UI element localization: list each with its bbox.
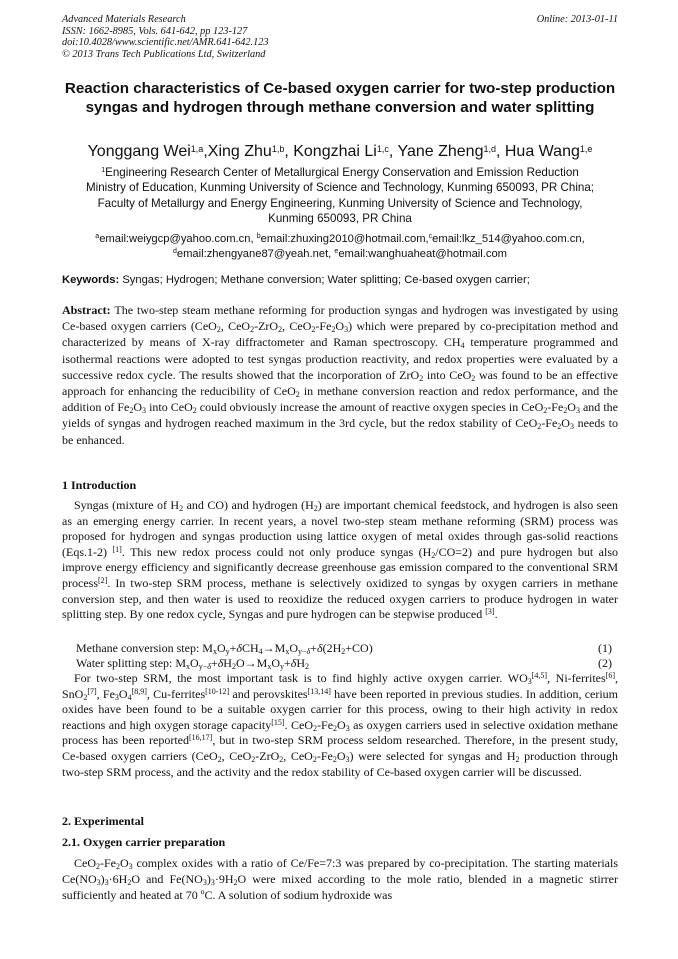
equation-number: (2): [598, 656, 612, 670]
journal-issn: ISSN: 1662-8985, Vols. 641-642, pp 123-127: [62, 25, 248, 37]
body-text: and perovskites: [229, 686, 308, 701]
subscript: 3: [114, 692, 119, 702]
subscript: y−δ: [298, 647, 311, 656]
abstract-text: , CeO: [220, 319, 251, 334]
subscript: 2: [279, 754, 284, 764]
subscript: 3: [210, 877, 215, 887]
affiliation: [62, 165, 618, 227]
section-heading-introduction: 1 Introduction: [62, 478, 137, 492]
subscript: 3: [128, 862, 133, 871]
affiliation-mark: 1: [101, 167, 106, 174]
subscript: 2: [341, 647, 346, 656]
subscript: y−δ: [198, 662, 211, 671]
affiliation-line: Faculty of Metallurgy and Energy Engineering, Kunming University of Science and Technology,: [97, 196, 583, 210]
email-mark: b: [256, 233, 261, 240]
body-text: . This new redox process could not only produce syngas (H: [121, 544, 432, 559]
email-line: [62, 247, 618, 262]
subscript: 2: [543, 406, 548, 416]
subscript: 2: [311, 325, 316, 335]
intro-paragraph: [62, 671, 618, 780]
abstract-text: O: [567, 400, 576, 415]
abstract-text: -ZrO: [254, 319, 279, 334]
author-affil-mark: 1,b: [271, 144, 285, 154]
email-b: email:zhuxing2010@hotmail.com,: [260, 233, 429, 245]
subscript: 4: [258, 647, 263, 656]
body-text: O: [337, 717, 346, 732]
subscript: x: [186, 662, 191, 671]
abstract-text: O: [561, 416, 570, 431]
keywords: [62, 273, 618, 288]
body-text: , CeO: [283, 748, 313, 763]
abstract-text: -Fe: [315, 319, 332, 334]
abstract-text: into CeO: [423, 367, 472, 382]
body-text: O: [118, 686, 128, 701]
online-date: Online: 2013-01-11: [536, 14, 618, 25]
abstract-text: needs to be enhanced.: [62, 416, 619, 447]
body-text: O: [336, 748, 346, 763]
body-text: , CeO: [221, 748, 252, 763]
body-text: have been reported in previous studies. In addition, cerium oxides have been found to be a suitable oxygen carrier for this process, owing to their high activity in redox reactions and high oxygen storage capacity: [62, 686, 619, 732]
subscript: x: [267, 662, 272, 671]
journal-name: Advanced Materials Research: [62, 14, 186, 25]
subscript: 3: [344, 325, 349, 335]
abstract-text: The two-step steam methane reforming for production syngas and hydrogen was investigated by using Ce-based oxygen carriers (CeO: [62, 303, 618, 334]
subscript: 3: [345, 723, 350, 733]
subscript: 2: [127, 877, 132, 887]
author-affil-mark: 1,d: [483, 144, 496, 154]
equation-label: Methane conversion step: M: [76, 641, 213, 655]
subscript: 2: [333, 723, 338, 733]
preparation-paragraph: [62, 856, 618, 903]
body-text: ·6H: [108, 871, 128, 886]
journal-doi: doi:10.4028/www.scientific.net/AMR.641-642.123: [62, 37, 269, 49]
subscript: 2: [116, 862, 120, 871]
citation: [13,14]: [307, 686, 331, 696]
abstract-label: Abstract:: [62, 303, 111, 317]
body-text: -Fe: [317, 717, 334, 732]
email-a: email:weiygcp@yahoo.com.cn,: [99, 233, 254, 245]
body-text: For two-step SRM, the most important task is to find highly active oxygen carrier. WO: [74, 671, 528, 685]
equation-text: Water splitting step: $M_xO_{y-\delta}+\delta H_2O\to M_xO_y+\delta H_2$: [76, 656, 310, 671]
body-text: -Fe: [100, 856, 116, 870]
section-heading-experimental: 2. Experimental: [62, 814, 144, 828]
subscript: 3: [142, 406, 147, 416]
subscript: 4: [460, 341, 465, 351]
subsection-heading-preparation: 2.1. Oxygen carrier preparation: [62, 835, 226, 849]
body-text: as oxygen carriers used in selective oxidation methane process has been reported: [62, 717, 618, 748]
body-text: .: [494, 607, 498, 622]
subscript: 2: [179, 504, 184, 513]
body-text: Syngas (mixture of H: [74, 498, 180, 512]
subscript: 2: [96, 862, 100, 871]
subscript: 2: [419, 373, 424, 383]
citation: [16,17]: [188, 733, 213, 743]
keywords-label: Keywords:: [62, 274, 120, 286]
abstract: [62, 302, 618, 448]
affiliation-line: Ministry of Education, Kunming University of Science and Technology, Kunming 650093, PR China;: [85, 181, 595, 195]
subscript: 3: [96, 877, 101, 887]
subscript: 3: [527, 677, 532, 686]
email-d: email:zhengyane87@yeah.net,: [176, 248, 332, 260]
citation: [7]: [87, 686, 97, 696]
subscript: 2: [431, 550, 436, 560]
paper-title: Reaction characteristics of Ce-based oxygen carrier for two-step production syngas and hydrogen through methane conversion and water splitting: [64, 80, 616, 116]
email-c: email:lkz_514@yahoo.com.cn,: [432, 233, 585, 245]
body-text: and CO) and hydrogen (H: [183, 498, 314, 512]
abstract-text: ) which were prepared by co-precipitation method and characterized by means of X-ray diffractometer and Raman spectroscopy. CH: [62, 319, 619, 350]
subscript: 2: [313, 723, 318, 733]
subscript: 2: [471, 373, 476, 383]
author-name: Xing Zhu: [207, 143, 272, 160]
citation: [3]: [485, 607, 495, 617]
affiliation-text: Engineering Research Center of Metallurgical Energy Conservation and Emission Reduction: [105, 166, 579, 179]
author-affil-mark: 1,a: [190, 144, 204, 154]
abstract-text: O: [335, 319, 345, 334]
abstract-text: and the yields of syngas and hydrogen reached maximum in the 3rd cycle, but the redox stability of CeO: [62, 400, 618, 431]
email-e: email:wanghuaheat@hotmail.com: [338, 248, 508, 260]
equation-text: Methane conversion step: $M_xO_y+\delta CH_4\to M_xO_{y-\delta}+\delta(2H_2+CO)$: [76, 641, 373, 656]
subscript: 4: [127, 692, 132, 702]
paragraph: [62, 671, 618, 780]
body-text: , but in two-step SRM process seldom researched. Therefore, in the present study, Ce-based oxygen carriers (CeO: [62, 733, 618, 763]
subscript: 3: [104, 877, 109, 887]
author-emails: [62, 232, 618, 262]
body-text: ): [100, 871, 105, 886]
body-text: ) are important chemical feedstock, and hydrogen is also seen as an emerging energy carrier. In recent years, a novel two-step steam methane reforming (SRM) process was proposed for hydrogen and syngas production using lattice oxygen of metal oxides through gas-solid reactions (Eqs.1-2): [62, 498, 618, 559]
abstract-text: was found to be an effective approach for enhancing the reducibility of CeO: [62, 367, 618, 399]
intro-paragraph: [62, 498, 618, 623]
author-name: Hua Wang: [504, 143, 580, 160]
body-text: -ZrO: [255, 748, 280, 763]
citation: [10-12]: [205, 686, 230, 696]
abstract-text: could obviously increase the amount of reactive oxygen species in CeO: [196, 400, 544, 415]
subscript: 2: [331, 325, 336, 335]
abstract-text: into CeO: [146, 400, 193, 415]
body-text: -Fe: [316, 748, 333, 763]
subscript: y: [279, 662, 284, 671]
body-text: complex oxides with a ratio of Ce/Fe=7:3 was prepared by co-precipitation. The starting materials Ce(NO: [62, 856, 618, 886]
author-list: Yonggang Wei$^{1,a}$,Xing Zhu$^{1,b}$, Kongzhai Li$^{1,c}$, Yane Zheng$^{1,d}$, Hua Wang$^{1,e}$: [87, 143, 593, 160]
keywords-text: Syngas; Hydrogen; Methane conversion; Water splitting; Ce-based oxygen carrier;: [122, 274, 530, 286]
subscript: x: [212, 647, 217, 656]
abstract-text: -Fe: [541, 416, 558, 431]
email-mark: e: [334, 248, 339, 255]
body-text: /CO=2) and pure hydrogen but also improve energy efficiency and significantly decrease greenhouse gas emission compared to the conventional SRM process: [62, 544, 619, 590]
subscript: 2: [83, 692, 88, 702]
subscript: y: [225, 647, 230, 656]
author-affil-mark: 1,e: [579, 144, 593, 154]
paragraph: [62, 498, 618, 623]
body-text: , Fe: [96, 686, 115, 701]
subscript: 2: [563, 406, 568, 416]
equation-label: Water splitting step: M: [76, 656, 187, 670]
email-mark: d: [172, 248, 177, 255]
subscript: 3: [345, 754, 350, 764]
subscript: 2: [217, 754, 222, 764]
body-text: . CeO: [284, 717, 314, 732]
citation: [4,5]: [531, 671, 548, 680]
body-text: ) were selected for syngas and H: [349, 748, 516, 763]
citation: [6]: [605, 671, 615, 680]
body-text: ·9H: [214, 871, 234, 886]
subscript: 2: [515, 754, 520, 764]
subscript: 3: [575, 406, 580, 416]
body-text: O were mixed according to the mole ratio, blended in a magnetic stirrer sufficiently and heated at 70 ºC. A solution of sodium hydroxide was: [62, 871, 618, 902]
subscript: 2: [233, 877, 238, 887]
subscript: 2: [251, 754, 256, 764]
abstract-text: -Fe: [547, 400, 564, 415]
subscript: 2: [312, 754, 317, 764]
body-text: , SnO: [62, 671, 618, 701]
paragraph: [62, 856, 618, 903]
subscript: 2: [250, 325, 255, 335]
citation: [1]: [112, 544, 122, 554]
body-text: production through two-step SRM process, and the activity and the redox stability of Ce-based oxygen carrier will be discussed.: [62, 748, 619, 779]
subscript: 2: [332, 754, 337, 764]
subscript: 3: [202, 877, 207, 887]
subscript: 2: [231, 662, 236, 671]
affiliation-line: Kunming 650093, PR China: [268, 212, 412, 226]
body-text: CeO: [74, 856, 96, 870]
abstract-text: in methane conversion reaction and redox performance, and the addition of Fe: [62, 384, 618, 415]
author-affil-mark: 1,c: [376, 144, 389, 154]
abstract-text: temperature programmed and isothermal reactions were adopted to test syngas production reactivity, and redox properties were evaluated by a successive redox cycle. The results showed that the incorporation of ZrO: [62, 335, 619, 382]
subscript: 2: [295, 390, 300, 400]
citation: [2]: [98, 575, 108, 585]
author-name: Yane Zheng: [397, 143, 484, 160]
body-text: , Ni-ferrites: [547, 671, 606, 685]
journal-header: [62, 14, 618, 60]
journal-copyright: © 2013 Trans Tech Publications Ltd, Switzerland: [62, 48, 266, 60]
subscript: 2: [305, 662, 310, 671]
subscript: 2: [537, 422, 542, 432]
body-text: , Cu-ferrites: [146, 686, 206, 701]
subscript: 2: [278, 325, 283, 335]
body-text: O: [120, 856, 129, 870]
abstract-text: O: [133, 400, 143, 415]
equation-number: (1): [598, 641, 612, 655]
abstract-text: , CeO: [282, 319, 312, 334]
email-mark: c: [428, 233, 433, 240]
author-name: Kongzhai Li: [293, 143, 377, 160]
body-text: . In two-step SRM process, methane is selectively oxidized to syngas by oxygen carriers in methane conversion step, and then water is used to reoxidize the reduced oxygen carriers to produce hydrogen in water splitting step. By one redox cycle, Syngas and pure hydrogen can be stepwise produced: [62, 575, 618, 622]
body-text: ): [206, 871, 211, 886]
subscript: 2: [216, 325, 221, 335]
email-mark: a: [95, 233, 100, 240]
subscript: 2: [313, 504, 318, 513]
body-text: O and Fe(NO: [131, 871, 203, 886]
author-name: Yonggang Wei: [87, 143, 191, 160]
subscript: 2: [557, 422, 562, 432]
subscript: 3: [569, 422, 574, 432]
email-line: [62, 232, 618, 247]
subscript: 2: [129, 406, 134, 416]
subscript: x: [285, 647, 290, 656]
affiliation-line: [62, 165, 618, 180]
subscript: 2: [192, 406, 197, 416]
citation: [15]: [271, 717, 285, 727]
citation: [8,9]: [131, 686, 147, 696]
